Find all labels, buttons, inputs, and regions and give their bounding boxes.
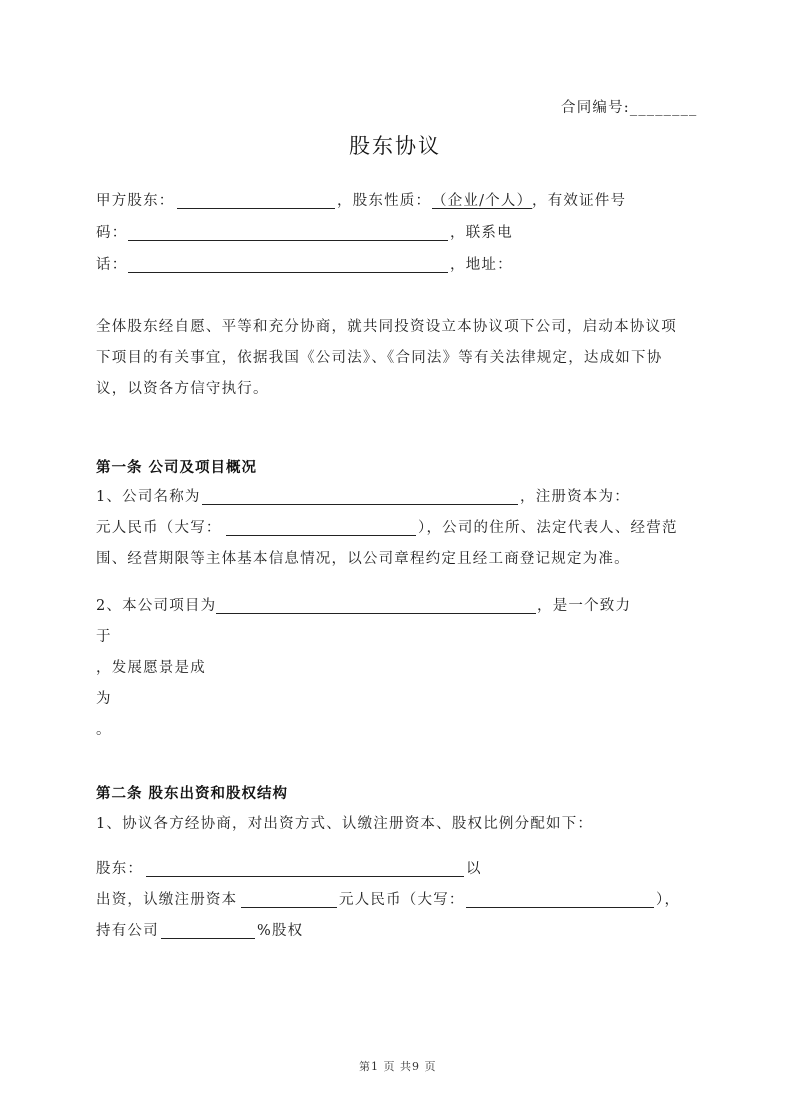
id-number-label-cont: 码： — [96, 225, 128, 241]
closing-paren: ）， — [656, 892, 681, 908]
project-dedicated-cont: 于 — [96, 629, 112, 645]
subscribed-capital-label: 出资，认缴注册资本 — [96, 892, 238, 908]
equity-percent-blank[interactable] — [161, 938, 255, 939]
project-blank[interactable] — [216, 613, 536, 614]
id-number-label: ，有效证件号 — [532, 193, 627, 209]
shareholder-nature-options: （企业/个人） — [432, 193, 533, 209]
subscribed-capital-blank[interactable] — [241, 907, 337, 908]
capital-words-label-2: 元人民币（大写： — [339, 892, 465, 908]
id-number-blank[interactable] — [128, 240, 448, 241]
contract-number: 合同编号:________ — [561, 100, 698, 116]
article-1-heading: 第一条 公司及项目概况 — [96, 460, 258, 476]
intro-line-1: 全体股东经自愿、平等和充分协商，就共同投资设立本协议项下公司，启动本协议项 — [96, 319, 677, 335]
shareholder-name-blank[interactable] — [146, 876, 464, 877]
project-label: 2、本公司项目为 — [96, 598, 217, 614]
intro-line-2: 下项目的有关事宜，依据我国《公司法》、《合同法》等有关法律规定，达成如下协 — [96, 350, 663, 366]
equity-label: 持有公司 — [96, 923, 159, 939]
article-2-heading: 第二条 股东出资和股权结构 — [96, 786, 289, 802]
capital-words-blank-2[interactable] — [466, 907, 654, 908]
contribution-by-label: 以 — [466, 861, 482, 877]
contribution-intro: 1、协议各方经协商，对出资方式、认缴注册资本、股权比例分配如下： — [96, 816, 594, 832]
company-name-label: 1、公司名称为 — [96, 489, 201, 505]
phone-blank[interactable] — [128, 272, 448, 273]
address-label: ，地址： — [450, 257, 513, 273]
shareholder-nature-label: ，股东性质： — [337, 193, 432, 209]
vision-text-cont: 为 — [96, 691, 112, 707]
project-dedicated-text: ，是一个致力 — [537, 598, 632, 614]
capital-words-label: 元人民币（大写： — [96, 520, 222, 536]
company-name-blank[interactable] — [202, 504, 518, 505]
party-a-label: 甲方股东： — [96, 193, 175, 209]
shareholder-label: 股东： — [96, 861, 144, 877]
vision-text: ，发展愿景是成 — [96, 660, 206, 676]
party-a-name-blank[interactable] — [177, 208, 335, 209]
document-title: 股东协议 — [349, 134, 441, 158]
page-number: 第1 页 共9 页 — [359, 1060, 437, 1073]
vision-end: 。 — [96, 722, 112, 738]
capital-words-blank[interactable] — [226, 535, 416, 536]
registered-capital-label: ，注册资本为： — [520, 489, 630, 505]
phone-label-cont: 话： — [96, 257, 128, 273]
company-info-text-cont: 围、经营期限等主体基本信息情况，以公司章程约定且经工商登记规定为准。 — [96, 551, 630, 567]
company-info-text: ），公司的住所、法定代表人、经营范 — [418, 520, 678, 536]
phone-label: ，联系电 — [450, 225, 513, 241]
intro-line-3: 议，以资各方信守执行。 — [96, 381, 269, 397]
equity-suffix: %股权 — [257, 923, 304, 939]
